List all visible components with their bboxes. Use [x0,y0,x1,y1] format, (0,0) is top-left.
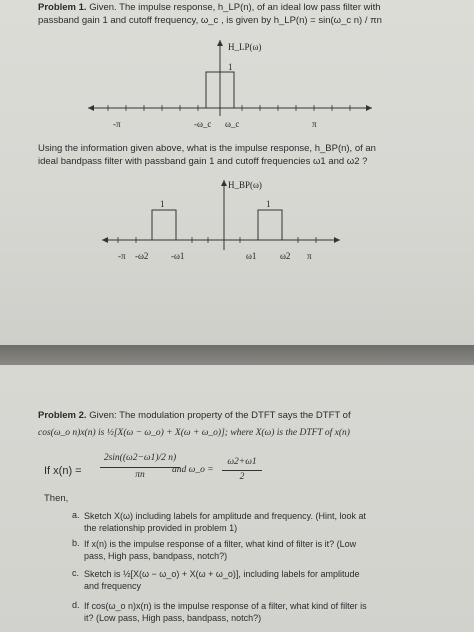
then-label: Then, [44,493,69,504]
item-c-letter: c. [72,568,80,578]
w0-numerator: ω2+ω1 [227,457,257,467]
item-c-line2: and frequency [84,581,142,591]
graph1-tick-wc: ω_c [225,119,240,129]
item-c-line1: Sketch is ½[X(ω − ω_o) + X(ω + ω_o)], including labels for amplitude [84,569,360,579]
given-denominator: πn [135,470,145,480]
item-a-letter: a. [72,510,80,520]
problem1-line1 [38,2,381,13]
item-a-line2: the relationship provided in problem 1) [84,523,238,533]
graph2-gain-left: 1 [160,199,165,209]
problem2-line1 [38,410,351,421]
problem1-question-line1: Using the information given above, what is the impulse response, h_BP(n), of an [38,143,376,154]
item-b-line1: If x(n) is the impulse response of a filter, what kind of filter is it? (Low [84,539,357,549]
graph2-tick-pi: π [307,251,312,261]
graph2-tick-neg-w2: -ω2 [135,251,149,261]
problem1-line1-text: Given. The impulse response, h_LP(n), of an ideal low pass filter with [89,2,381,13]
given-and-w0: and ω_o = [172,465,214,475]
problem1-line2: passband gain 1 and cutoff frequency, ω_c , is given by h_LP(n) = sin(ω_c n) / πn [38,15,382,26]
given-fraction-bar [100,467,180,468]
graph2-gain-right: 1 [266,199,271,209]
graph2-title: H_BP(ω) [228,180,262,190]
graph2-tick-w1: ω1 [246,251,257,261]
problem2-line1-text: Given: The modulation property of the DTFT says the DTFT of [89,410,351,421]
w0-fraction-bar [222,470,262,471]
graph1-gain-label: 1 [228,62,233,72]
item-d-letter: d. [72,600,80,610]
item-c [84,568,359,592]
graph1-tick-neg-pi: -π [113,119,121,129]
graph2-tick-w2: ω2 [280,251,291,261]
graph1-title: H_LP(ω) [228,42,262,52]
item-b [84,538,356,562]
problem2-heading: Problem 2. [38,410,87,421]
graph1-tick-neg-wc: -ω_c [194,119,212,129]
graph1-tick-pi: π [312,119,317,129]
item-b-letter: b. [72,538,80,548]
graph2-tick-neg-pi: -π [118,251,126,261]
given-numerator: 2sin((ω2−ω1)/2 n) [103,453,177,463]
item-d [84,600,367,624]
graph2-tick-neg-w1: -ω1 [171,251,185,261]
item-b-line2: pass, High pass, bandpass, notch?) [84,551,228,561]
item-d-line2: it? (Low pass, High pass, bandpass, notch?) [84,613,262,623]
problem1-heading: Problem 1. [38,2,87,13]
w0-denominator: 2 [239,472,245,482]
problem2-line2: cos(ω_o n)x(n) is ½[X(ω − ω_o) + X(ω + ω_o)]; where X(ω) is the DTFT of x(n) [38,428,350,438]
page-gap [0,345,474,365]
item-a-line1: Sketch X(ω) including labels for amplitude and frequency. (Hint, look at [84,511,367,521]
problem1-question-line2: ideal bandpass filter with passband gain 1 and cutoff frequencies ω1 and ω2 ? [38,156,368,167]
item-d-line1: If cos(ω_o n)x(n) is the impulse response of a filter, what kind of filter is [84,601,367,611]
given-prefix: If x(n) = [44,465,82,477]
item-a [84,510,366,534]
